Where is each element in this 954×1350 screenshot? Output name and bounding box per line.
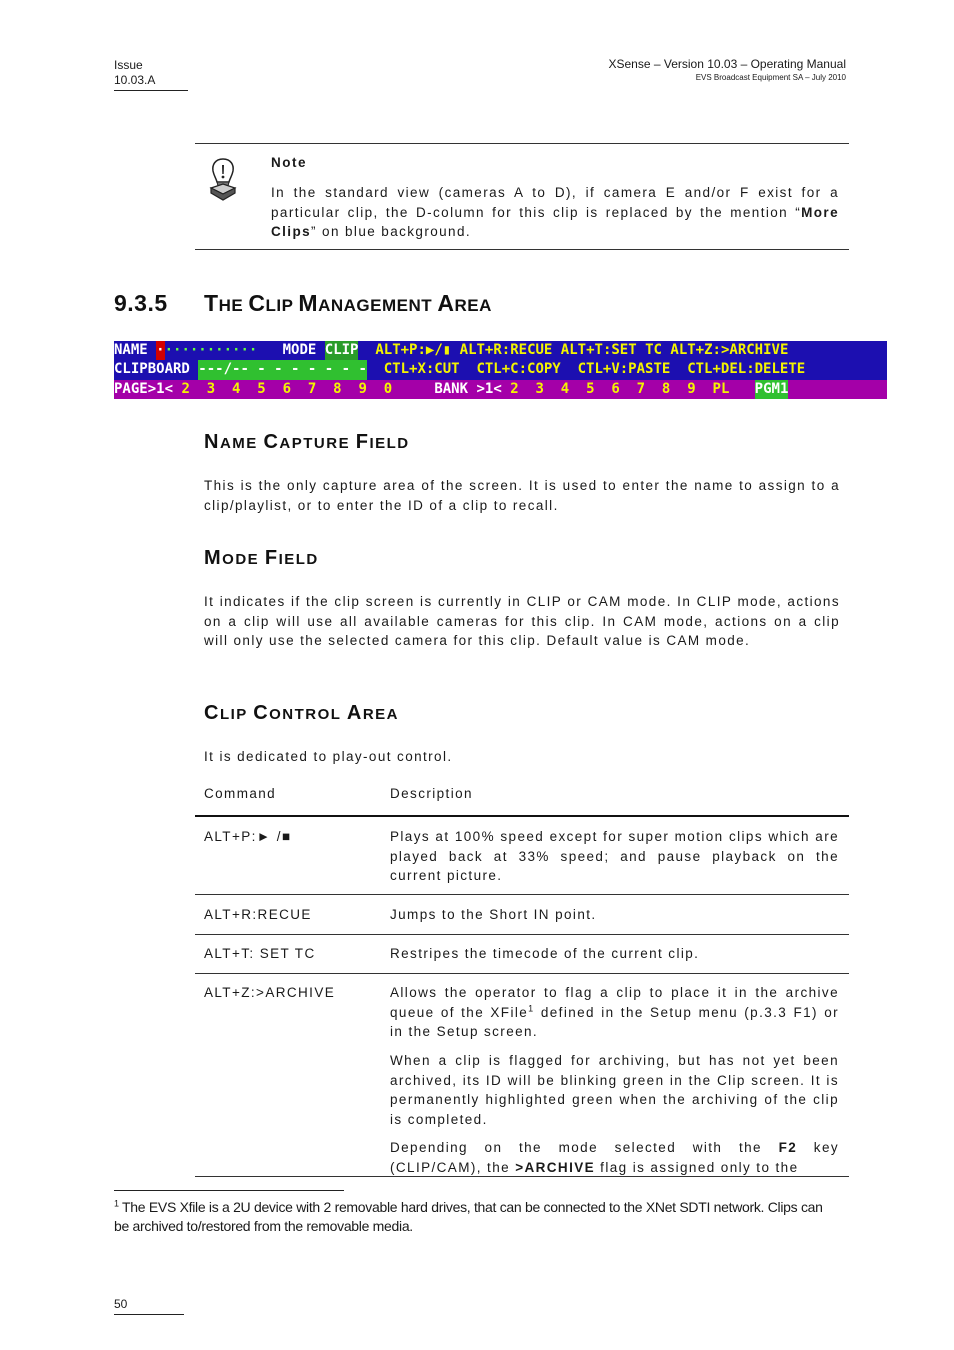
table-header-rule (195, 815, 849, 817)
footnote-rule (114, 1190, 344, 1191)
note-title: Note (271, 155, 307, 170)
cmd-alt-r: ALT+R:RECUE (459, 342, 553, 358)
issue-label: Issue (114, 58, 143, 72)
screen-row-3 (114, 380, 887, 399)
mode-label: MODE (282, 342, 317, 358)
bank-label: BANK (434, 380, 469, 397)
name-capture-text: This is the only capture area of the screen. It is used to enter the name to assign to a clip/playlist, or to enter the ID of a clip to recall. (204, 478, 840, 513)
note-text: In the standard view (cameras A to D), if camera E and/or F exist for a particular clip, the D-column for this clip is replaced by the mention “More Clips” on blue background. (271, 185, 839, 239)
manual-title: XSense – Version 10.03 – Operating Manual (608, 57, 846, 71)
manual-header (609, 57, 847, 84)
column-header-description: Description (390, 786, 473, 801)
column-header-command: Command (204, 786, 277, 801)
publisher: EVS Broadcast Equipment SA – July 2010 (695, 73, 846, 82)
cmd-ctl-x: CTL+X:CUT (383, 361, 460, 378)
clipboard-slots: ---/-- - - - - - - - (198, 360, 367, 379)
footnote-ref: 1 (528, 1003, 535, 1013)
clip-management-screen (114, 341, 887, 399)
mode-value: CLIP (325, 341, 359, 360)
cmd-ctl-del: CTL+DEL:DELETE (687, 361, 806, 378)
name-cursor: · (156, 341, 164, 360)
note-hand-icon (205, 156, 241, 202)
table-row-description: Jumps to the Short IN point. (390, 907, 597, 922)
clipboard-label: CLIPBOARD (114, 361, 190, 378)
table-row-divider (195, 934, 849, 935)
table-row-command: ALT+T: SET TC (204, 946, 316, 961)
table-row-divider (195, 973, 849, 974)
name-capture-heading: NAME CAPTURE FIELD (204, 431, 410, 453)
table-row-command: ALT+R:RECUE (204, 907, 312, 922)
bank-numbers: 2 3 4 5 6 7 8 9 (510, 380, 696, 397)
table-row-description: Allows the operator to flag a clip to place it in the archive queue of the XFile$^1$ defined in the Setup menu (p.3.3 F1) or in the Setup screen. (390, 985, 839, 1039)
section-number: 9.3.5 (114, 290, 168, 316)
screen-row-2 (114, 360, 887, 379)
table-row-description-para2: When a clip is flagged for archiving, but has not yet been archived, its ID will be blinking green in the Clip screen. It is permanently highlighted green when the archiving of the clip is completed. (390, 1053, 839, 1127)
mode-field-text: It indicates if the clip screen is currently in CLIP or CAM mode. In CLIP mode, actions on a clip will use all available cameras for this clip. In CAM mode, actions on a clip will only use the selected camera for this clip. Default value is CAM mode. (204, 594, 840, 648)
section-heading: 9.3.5 THE CLIP MANAGEMENT AREA (114, 290, 492, 316)
footnote: $^1$ The EVS Xfile is a 2U device with 2 removable hard drives, that can be connected to the XNet SDTI network. Clips can be archived to/restored from the removable media. (114, 1198, 823, 1234)
clip-control-text: It is dedicated to play-out control. (204, 749, 453, 764)
table-row-command: ALT+Z:>ARCHIVE (204, 985, 336, 1000)
page-label: PAGE>1< (114, 380, 174, 397)
cmd-ctl-v: CTL+V:PASTE (577, 361, 671, 378)
table-bottom-rule (195, 1176, 849, 1177)
name-field-label: NAME (114, 342, 148, 358)
pl-label: PL (712, 380, 730, 397)
page-number: 50 (114, 1297, 184, 1315)
screen-row-1 (114, 341, 887, 360)
note-box (195, 143, 849, 250)
table-row-description: Restripes the timecode of the current clip. (390, 946, 700, 961)
cmd-alt-t: ALT+T:SET TC (560, 342, 662, 358)
issue-number: 10.03.A (114, 73, 156, 87)
cmd-alt-z: ALT+Z:>ARCHIVE (670, 342, 789, 358)
pgm-label: PGM1 (755, 380, 789, 399)
bank-selected: >1< (476, 380, 502, 397)
table-row-divider (195, 894, 849, 895)
table-row-description: Plays at 100% speed except for super motion clips which are played back at 33% speed; and pause playback on the current picture. (390, 829, 839, 883)
name-input-dots: ··········· (164, 342, 258, 358)
cmd-ctl-c: CTL+C:COPY (476, 361, 561, 378)
issue-block (114, 58, 188, 91)
cmd-alt-p: ALT+P:▶/▮ (375, 342, 452, 358)
clip-control-heading: CLIP CONTROL AREA (204, 702, 399, 724)
table-row-command: ALT+P:► /■ (204, 829, 292, 844)
page-numbers: 2 3 4 5 6 7 8 9 0 (181, 380, 393, 397)
mode-field-heading: MODE FIELD (204, 547, 319, 569)
table-row-description-para3: Depending on the mode selected with the F2 key (CLIP/CAM), the >ARCHIVE flag is assigned only to the (390, 1140, 840, 1175)
